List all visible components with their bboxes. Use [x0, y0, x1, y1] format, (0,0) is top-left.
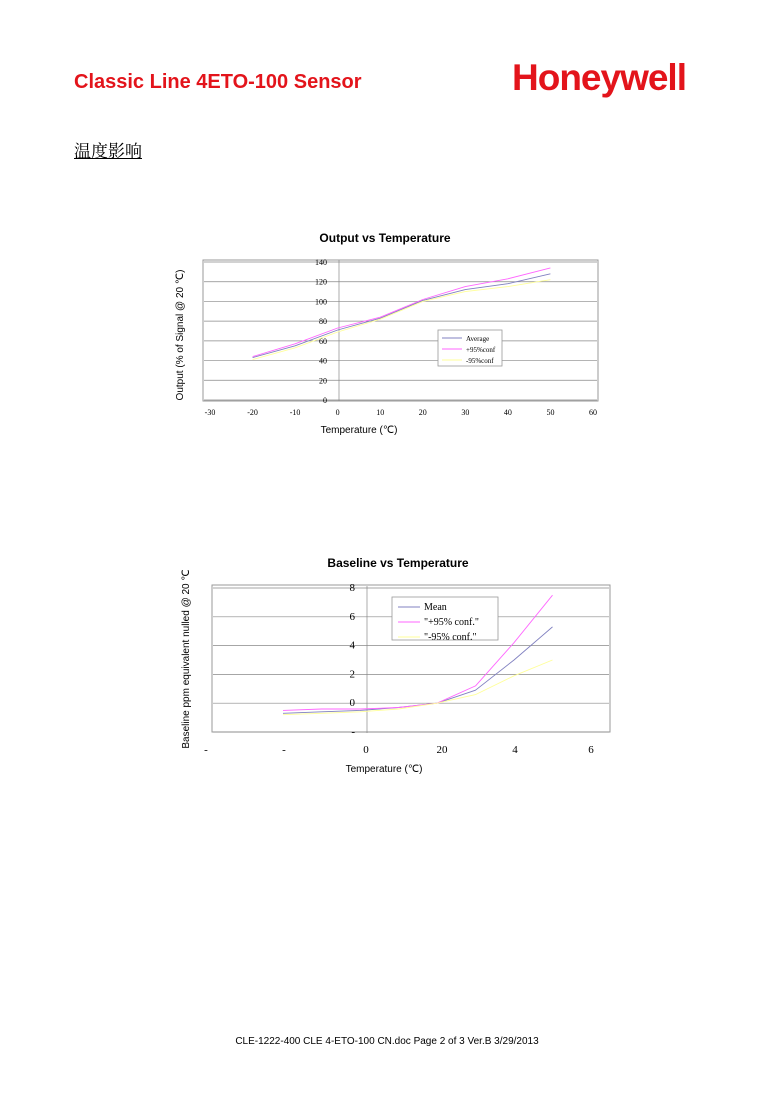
- x-tick-label: 60: [589, 408, 597, 417]
- y-tick-label: 120: [315, 277, 327, 287]
- chart-1-gridlines: [204, 260, 597, 401]
- document-title: Classic Line 4ETO-100 Sensor: [74, 71, 362, 93]
- chart-1-x-axis-label: Temperature (℃): [320, 425, 398, 436]
- legend-label: "+95% conf.": [424, 617, 479, 628]
- x-tick-label: 20: [436, 744, 448, 756]
- x-tick-label: -30: [204, 408, 216, 417]
- x-tick-label: -10: [289, 408, 301, 417]
- series-line-3: [253, 277, 551, 360]
- x-tick-label: 0: [335, 408, 340, 417]
- legend-label: Mean: [424, 602, 447, 613]
- y-tick-label: 6: [349, 610, 355, 623]
- x-tick-label: 0: [363, 744, 369, 756]
- chart-1-y-axis-label: Output (% of Signal @ 20 ℃): [175, 269, 186, 401]
- y-tick-label: 140: [315, 258, 327, 267]
- legend-label: "-95% conf.": [424, 632, 477, 643]
- y-tick-label: 100: [315, 297, 327, 307]
- legend-label: Average: [466, 335, 490, 343]
- page-footer: CLE-1222-400 CLE 4-ETO-100 CN.doc Page 2 of 3 Ver.B 3/29/2013: [235, 1036, 539, 1047]
- y-tick-label: 0: [323, 396, 327, 405]
- series-line-1: [253, 274, 551, 358]
- x-tick-label: 30: [461, 408, 470, 417]
- series-line-2: [253, 268, 551, 357]
- x-tick-label: -: [204, 744, 208, 756]
- chart-2-y-axis-label: Baseline ppm equivalent nulled @ 20 ℃: [181, 569, 192, 749]
- chart-output-vs-temperature: [175, 231, 598, 436]
- y-tick-label: -: [351, 726, 355, 738]
- y-tick-label: 80: [319, 317, 327, 327]
- x-tick-label: -20: [247, 408, 258, 417]
- chart-1-x-ticks: [205, 408, 597, 417]
- chart-2-x-ticks: [204, 744, 594, 756]
- x-tick-label: 20: [418, 408, 427, 417]
- x-tick-label: 50: [546, 408, 555, 417]
- legend-label: -95%conf: [466, 357, 494, 365]
- chart-1-y-ticks: [315, 258, 327, 405]
- x-tick-label: 10: [376, 408, 385, 417]
- legend-label: +95%conf: [466, 346, 496, 354]
- x-tick-label: -: [282, 744, 286, 756]
- honeywell-logo: Honeywell: [512, 57, 686, 98]
- y-tick-label: 0: [349, 697, 355, 710]
- chart-1-title: Output vs Temperature: [319, 231, 451, 245]
- chart-2-x-axis-label: Temperature (℃): [345, 764, 423, 775]
- chart-2-legend: [392, 597, 498, 643]
- series-line-3: [283, 660, 553, 715]
- chart-2-title: Baseline vs Temperature: [327, 556, 469, 570]
- y-tick-label: 2: [349, 668, 355, 681]
- y-tick-label: 20: [319, 376, 327, 386]
- x-tick-label: 6: [588, 744, 594, 756]
- y-tick-label: 40: [319, 356, 327, 366]
- chart-2-y-ticks: [350, 582, 356, 738]
- x-tick-label: 40: [503, 408, 512, 417]
- section-heading: 温度影响: [74, 142, 142, 162]
- chart-baseline-vs-temperature: [181, 556, 610, 775]
- y-tick-label: 8: [349, 582, 355, 594]
- chart-1-legend: [438, 330, 502, 366]
- x-tick-label: 4: [512, 744, 518, 756]
- y-tick-label: 4: [349, 639, 355, 652]
- y-tick-label: 60: [319, 336, 327, 346]
